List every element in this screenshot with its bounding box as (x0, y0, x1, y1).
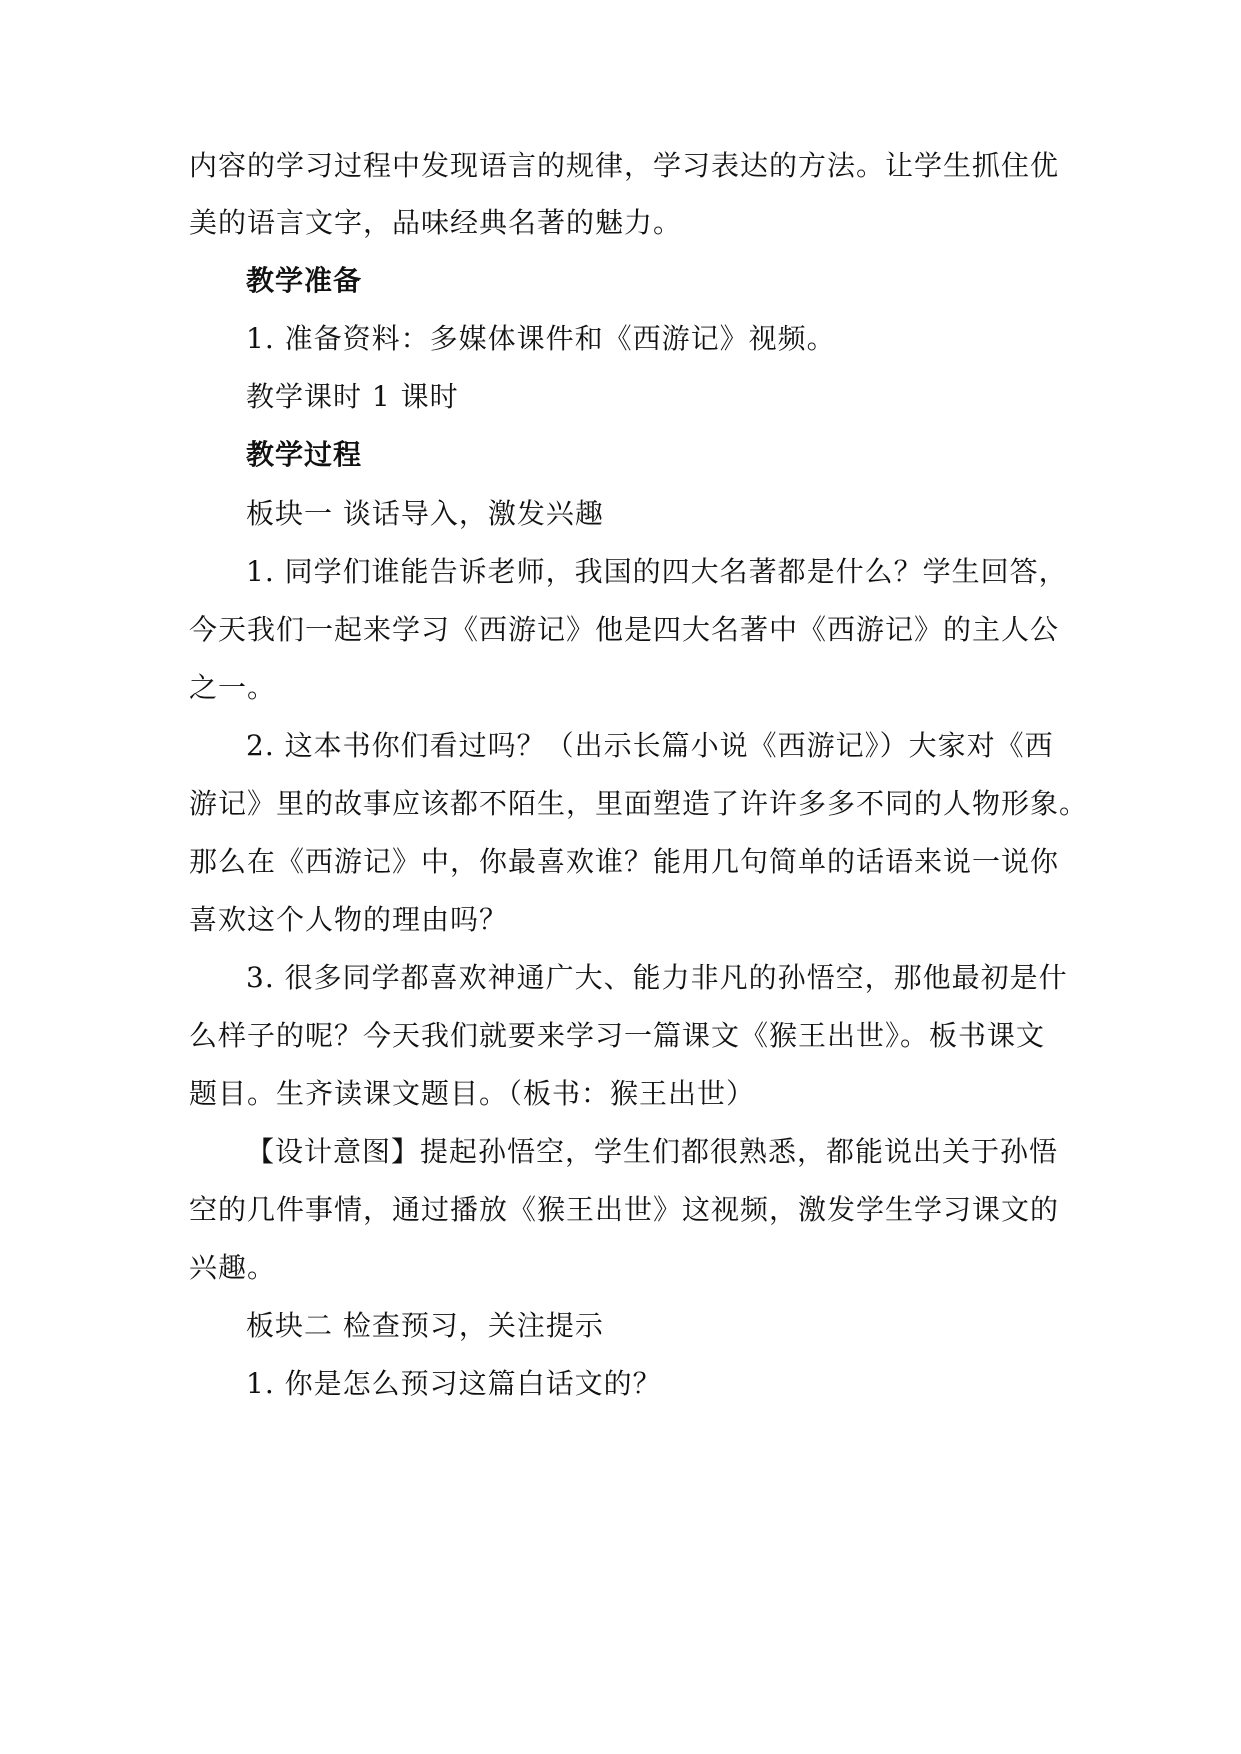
block-heading-2: 板块二 检查预习，关注提示 (246, 1309, 604, 1342)
paragraph-line: 1. 你是怎么预习这篇白话文的？ (246, 1367, 662, 1400)
paragraph-line: 2. 这本书你们看过吗？（出示长篇小说《西游记》）大家对《西 (246, 729, 1054, 762)
class-hours-line: 教学课时 1 课时 (246, 380, 459, 413)
paragraph-line: 1. 同学们谁能告诉老师，我国的四大名著都是什么？学生回答， (246, 555, 1068, 588)
design-intent-line: 【设计意图】提起孙悟空，学生们都很熟悉，都能说出关于孙悟 (246, 1135, 1059, 1168)
paragraph-line: 今天我们一起来学习《西游记》他是四大名著中《西游记》的主人公 (189, 613, 1060, 646)
paragraph-line: 之一。 (189, 671, 277, 704)
paragraph-line: 3. 很多同学都喜欢神通广大、能力非凡的孙悟空，那他最初是什 (246, 961, 1068, 994)
paragraph-line: 游记》里的故事应该都不陌生，里面塑造了许许多多不同的人物形象。 (189, 787, 1089, 820)
paragraph-line: 喜欢这个人物的理由吗？ (189, 903, 509, 936)
paragraph-line: 那么在《西游记》中，你最喜欢谁？能用几句简单的话语来说一说你 (189, 845, 1060, 878)
paragraph-line: 兴趣。 (189, 1251, 277, 1284)
paragraph-line: 美的语言文字，品味经典名著的魅力。 (189, 206, 683, 239)
section-heading-process: 教学过程 (246, 438, 363, 471)
paragraph-line: 题目。生齐读课文题目。（板书：猴王出世） (189, 1077, 756, 1110)
paragraph-line: 么样子的呢？今天我们就要来学习一篇课文《猴王出世》。板书课文 (189, 1019, 1046, 1052)
paragraph-line: 内容的学习过程中发现语言的规律，学习表达的方法。让学生抓住优 (189, 149, 1060, 182)
paragraph-line: 空的几件事情，通过播放《猴王出世》这视频，激发学生学习课文的 (189, 1193, 1060, 1226)
block-heading-1: 板块一 谈话导入，激发兴趣 (246, 497, 604, 530)
section-heading-preparation: 教学准备 (246, 264, 363, 297)
paragraph-line: 1. 准备资料：多媒体课件和《西游记》视频。 (246, 322, 836, 355)
